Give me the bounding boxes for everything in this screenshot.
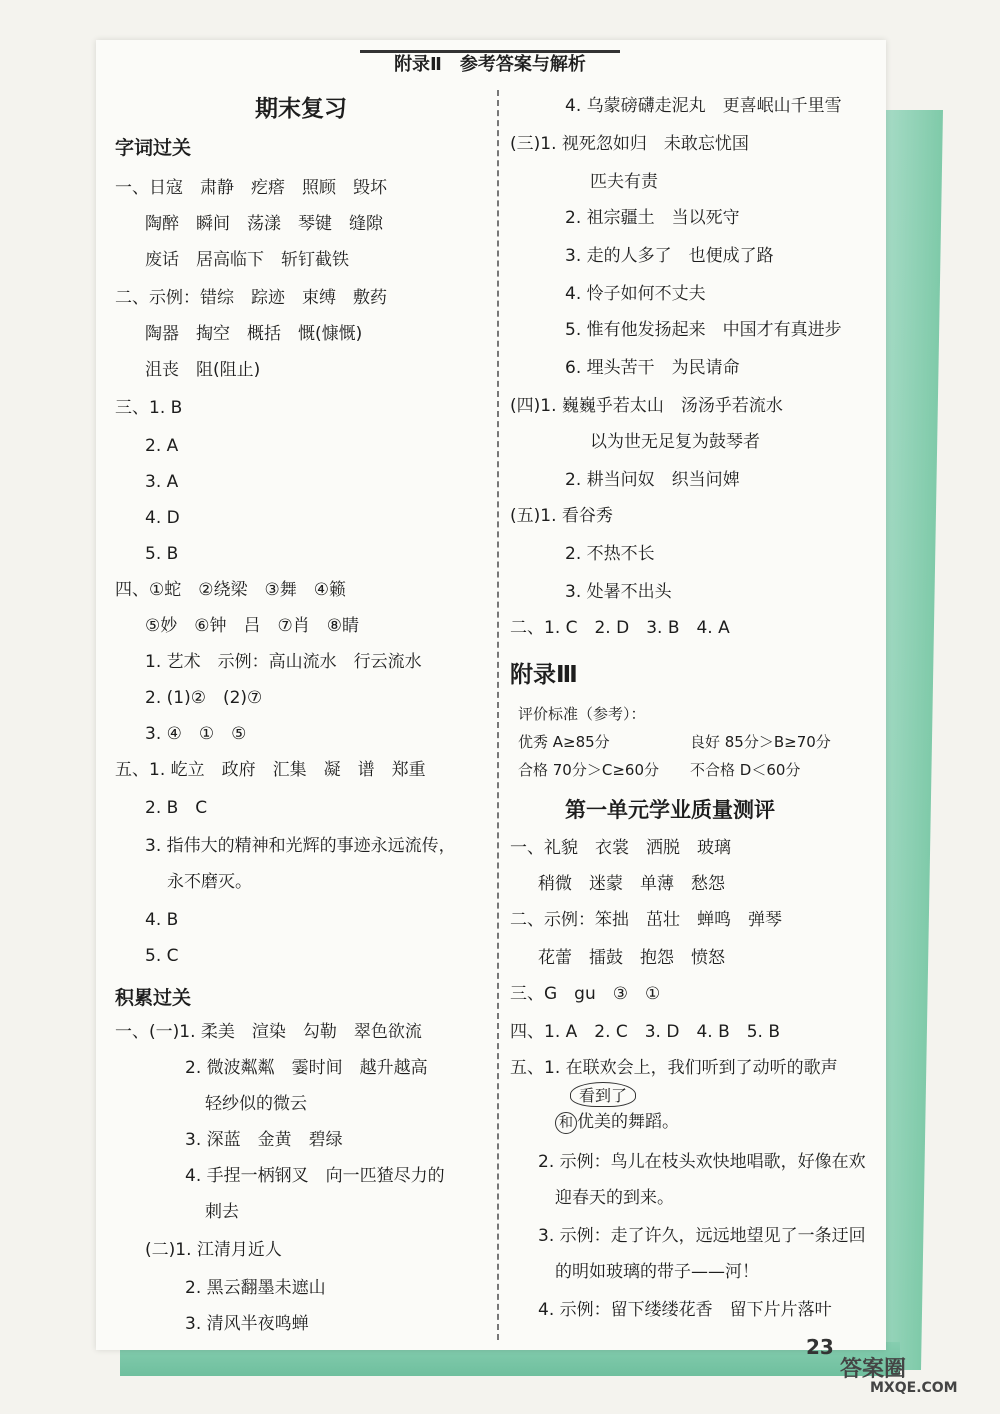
- answer-line: (四)1. 巍巍乎若太山 汤汤乎若流水: [510, 396, 783, 416]
- answer-line: 3. 走的人多了 也便成了路: [565, 246, 774, 266]
- answer-line: 花蕾 擂鼓 抱怨 愤怒: [538, 948, 725, 968]
- answer-line: 3. 深蓝 金黄 碧绿: [185, 1130, 343, 1150]
- answer-line: 四、1. A 2. C 3. D 4. B 5. B: [510, 1022, 781, 1042]
- answer-line: 沮丧 阻(阻止): [145, 360, 261, 380]
- answer-line: 二、1. C 2. D 3. B 4. A: [510, 618, 730, 638]
- answer-line: 2. 示例：鸟儿在枝头欢快地唱歌，好像在欢: [538, 1152, 866, 1172]
- correction-circle-mark: 和: [555, 1112, 577, 1134]
- eval-title: 评价标准（参考）：: [518, 705, 646, 723]
- answer-line: 2. A: [145, 436, 179, 456]
- site-watermark-domain: MXQE.COM: [870, 1380, 958, 1396]
- answer-line: 陶醉 瞬间 荡漾 琴键 缝隙: [145, 214, 383, 234]
- answer-line: 一、礼貌 衣裳 洒脱 玻璃: [510, 838, 731, 858]
- answer-line: 以为世无足复为鼓琴者: [590, 432, 760, 452]
- answer-line: 2. 祖宗疆土 当以死守: [565, 208, 740, 228]
- answer-line: 5. 惟有他发扬起来 中国才有真进步: [565, 320, 842, 340]
- eval-excellent: 优秀 A≥85分: [518, 733, 610, 751]
- answer-line: 3. A: [145, 472, 179, 492]
- answer-line: 5. B: [145, 544, 179, 564]
- heading-accumulation: 积累过关: [115, 987, 192, 1009]
- page-number: 23: [806, 1335, 834, 1359]
- answer-line: 五、1. 在联欢会上，我们听到了动听的歌声: [510, 1058, 838, 1078]
- answer-line: 稍微 迷蒙 单薄 愁怨: [538, 874, 725, 894]
- header-title: 附录Ⅱ 参考答案与解析: [394, 54, 586, 75]
- answer-line: 迎春天的到来。: [555, 1188, 674, 1208]
- unit-1-title: 第一单元学业质量测评: [565, 798, 775, 822]
- answer-line: 3. 示例：走了许久，远远地望见了一条迂回: [538, 1226, 866, 1246]
- eval-good: 良好 85分＞B≥70分: [690, 733, 831, 751]
- heading-vocab: 字词过关: [115, 137, 192, 159]
- section-title-final-review: 期末复习: [255, 96, 347, 122]
- answer-line: (五)1. 看谷秀: [510, 506, 613, 526]
- answer-line: 6. 埋头苦干 为民请命: [565, 358, 740, 378]
- appendix-3-title: 附录Ⅲ: [510, 662, 578, 688]
- answer-line: 2. 不热不长: [565, 544, 655, 564]
- answer-line: 三、G gu ③ ①: [510, 984, 661, 1004]
- answer-line: 3. 清风半夜鸣蝉: [185, 1314, 309, 1334]
- answer-line: 1. 艺术 示例：高山流水 行云流水: [145, 652, 422, 672]
- answer-line: 2. (1)② (2)⑦: [145, 688, 263, 708]
- answer-line: 4. 示例：留下缕缕花香 留下片片落叶: [538, 1300, 832, 1320]
- eval-pass: 合格 70分＞C≥60分: [518, 761, 659, 779]
- answer-line: 的明如玻璃的带子——河！: [555, 1262, 759, 1282]
- answer-line: (三)1. 视死忽如归 未敢忘忧国: [510, 134, 749, 154]
- answer-line: 一、(一)1. 柔美 渲染 勾勒 翠色欲流: [115, 1022, 422, 1042]
- answer-line: 3. 指伟大的精神和光辉的事迹永远流传，: [145, 836, 456, 856]
- answer-line: ⑤妙 ⑥钟 吕 ⑦肖 ⑧睛: [145, 616, 359, 636]
- answer-line: 一、日寇 肃静 疙瘩 照顾 毁坏: [115, 178, 387, 198]
- answer-line: 2. 耕当问奴 织当问婢: [565, 470, 740, 490]
- answer-line: (二)1. 江清月近人: [145, 1240, 282, 1260]
- answer-line: 三、1. B: [115, 398, 183, 418]
- answer-line: 2. B C: [145, 798, 208, 818]
- answer-line: 5. C: [145, 946, 179, 966]
- answer-line: 匹夫有责: [590, 172, 658, 192]
- answer-line: 2. 黑云翻墨未遮山: [185, 1278, 326, 1298]
- answer-line: 永不磨灭。: [167, 872, 252, 892]
- answer-line: 二、示例：错综 踪迹 束缚 敷药: [115, 288, 387, 308]
- answer-line: 4. 怜子如何不丈夫: [565, 284, 706, 304]
- site-watermark: 答案圈: [840, 1357, 907, 1382]
- answer-line: 五、1. 屹立 政府 汇集 凝 谱 郑重: [115, 760, 426, 780]
- answer-text: 优美的舞蹈。: [577, 1112, 679, 1132]
- column-divider: [497, 90, 499, 1340]
- answer-line: 3. 处暑不出头: [565, 582, 672, 602]
- answer-line: 废话 居高临下 斩钉截铁: [145, 250, 349, 270]
- eval-fail: 不合格 D＜60分: [690, 761, 801, 779]
- answer-line: 陶器 掏空 概括 慨(慷慨): [145, 324, 363, 344]
- page-header: [360, 50, 620, 80]
- answer-line: 4. D: [145, 508, 180, 528]
- answer-line: [555, 1110, 679, 1134]
- answer-line: 二、示例：笨拙 茁壮 蝉鸣 弹琴: [510, 910, 782, 930]
- answer-line: 4. 手捏一柄钢叉 向一匹猹尽力的: [185, 1166, 445, 1186]
- correction-insert-mark: 看到了: [570, 1082, 636, 1107]
- answer-line: 四、①蛇 ②绕梁 ③舞 ④籁: [115, 580, 346, 600]
- answer-line: 3. ④ ① ⑤: [145, 724, 247, 744]
- answer-line: 轻纱似的微云: [205, 1094, 307, 1114]
- answer-line: 4. B: [145, 910, 179, 930]
- answer-line: 刺去: [205, 1202, 239, 1222]
- answer-line: 4. 乌蒙磅礴走泥丸 更喜岷山千里雪: [565, 96, 842, 116]
- answer-line: 2. 微波粼粼 霎时间 越升越高: [185, 1058, 428, 1078]
